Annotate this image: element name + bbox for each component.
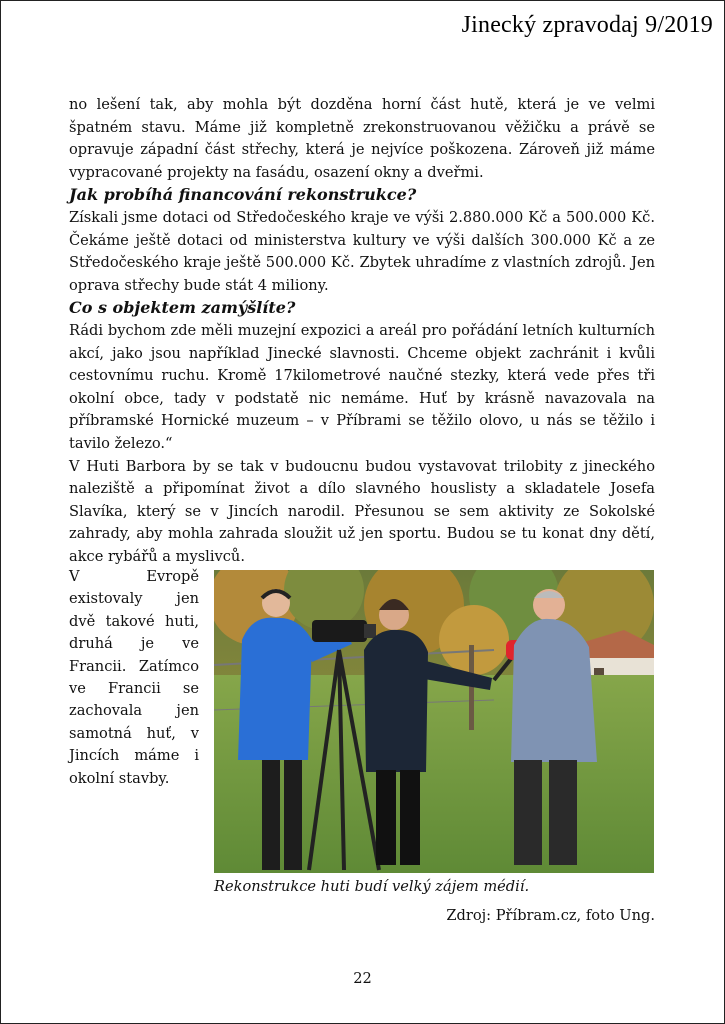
photo-credit: Zdroj: Příbram.cz, foto Ung.	[446, 907, 655, 924]
article-body	[69, 94, 655, 568]
article-paragraph: Rádi bychom zde měli muzejní expozici a areál pro pořádání letních kulturních akcí, jako jsou například Jinecké slavnosti. Chceme objekt zachránit i kvůli cestovnímu ruchu. Kromě 17kilometrové naučné stezky, která vede přes tři okolní obce, tady v podstatě nic nemáme. Huť by krásně navazovala na příbramské Hornické muzeum – v Příbrami se těžilo olovo, u nás se těžilo i tavilo železo.“	[69, 321, 655, 452]
interview-photo	[214, 570, 654, 873]
interview-question: Co s objektem zamýšlíte?	[69, 298, 296, 318]
article-paragraph: no lešení tak, aby mohla být dozděna horní část hutě, která je ve velmi špatném stavu. Máme již kompletně zrekonstruovanou věžičku a právě se opravuje západní část střechy, která je nejvíce poškozena. Zároveň již máme vypracované projekty na fasádu, osazení okny a dveřmi.	[69, 96, 655, 181]
article-paragraph: V Huti Barbora by se tak v budoucnu budou vystavovat trilobity z jineckého naleziště a připomínat život a dílo slavného houslisty a skladatele Josefa Slavíka, který se v Jincích narodil. Přesunou se sem aktivity ze Sokolské zahrady, aby mohla zahrada sloužit už jen sportu. Budou se tu konat dny dětí, akce rybářů a myslivců.	[69, 457, 655, 565]
photo-caption: Rekonstrukce huti budí velký zájem médií.	[214, 878, 530, 895]
publication-title: Jinecký zpravodaj 9/2019	[461, 12, 713, 38]
side-paragraph: V Evropě existovaly jen dvě takové huti, druhá je ve Francii. Zatímco ve Francii se zachovala jen samotná huť, v Jincích máme i okolní stavby.	[69, 568, 199, 787]
article-paragraph: Získali jsme dotaci od Středočeského kraje ve výši 2.880.000 Kč a 500.000 Kč. Čekáme ještě dotaci od ministerstva kultury ve výši dalších 300.000 Kč a ze Středočeského kraje ještě 500.000 Kč. Zbytek uhradíme z vlastních zdrojů. Jen oprava střechy bude stát 4 miliony.	[69, 208, 655, 294]
page-number: 22	[353, 970, 372, 987]
interview-question: Jak probíhá financování rekonstrukce?	[69, 185, 417, 205]
